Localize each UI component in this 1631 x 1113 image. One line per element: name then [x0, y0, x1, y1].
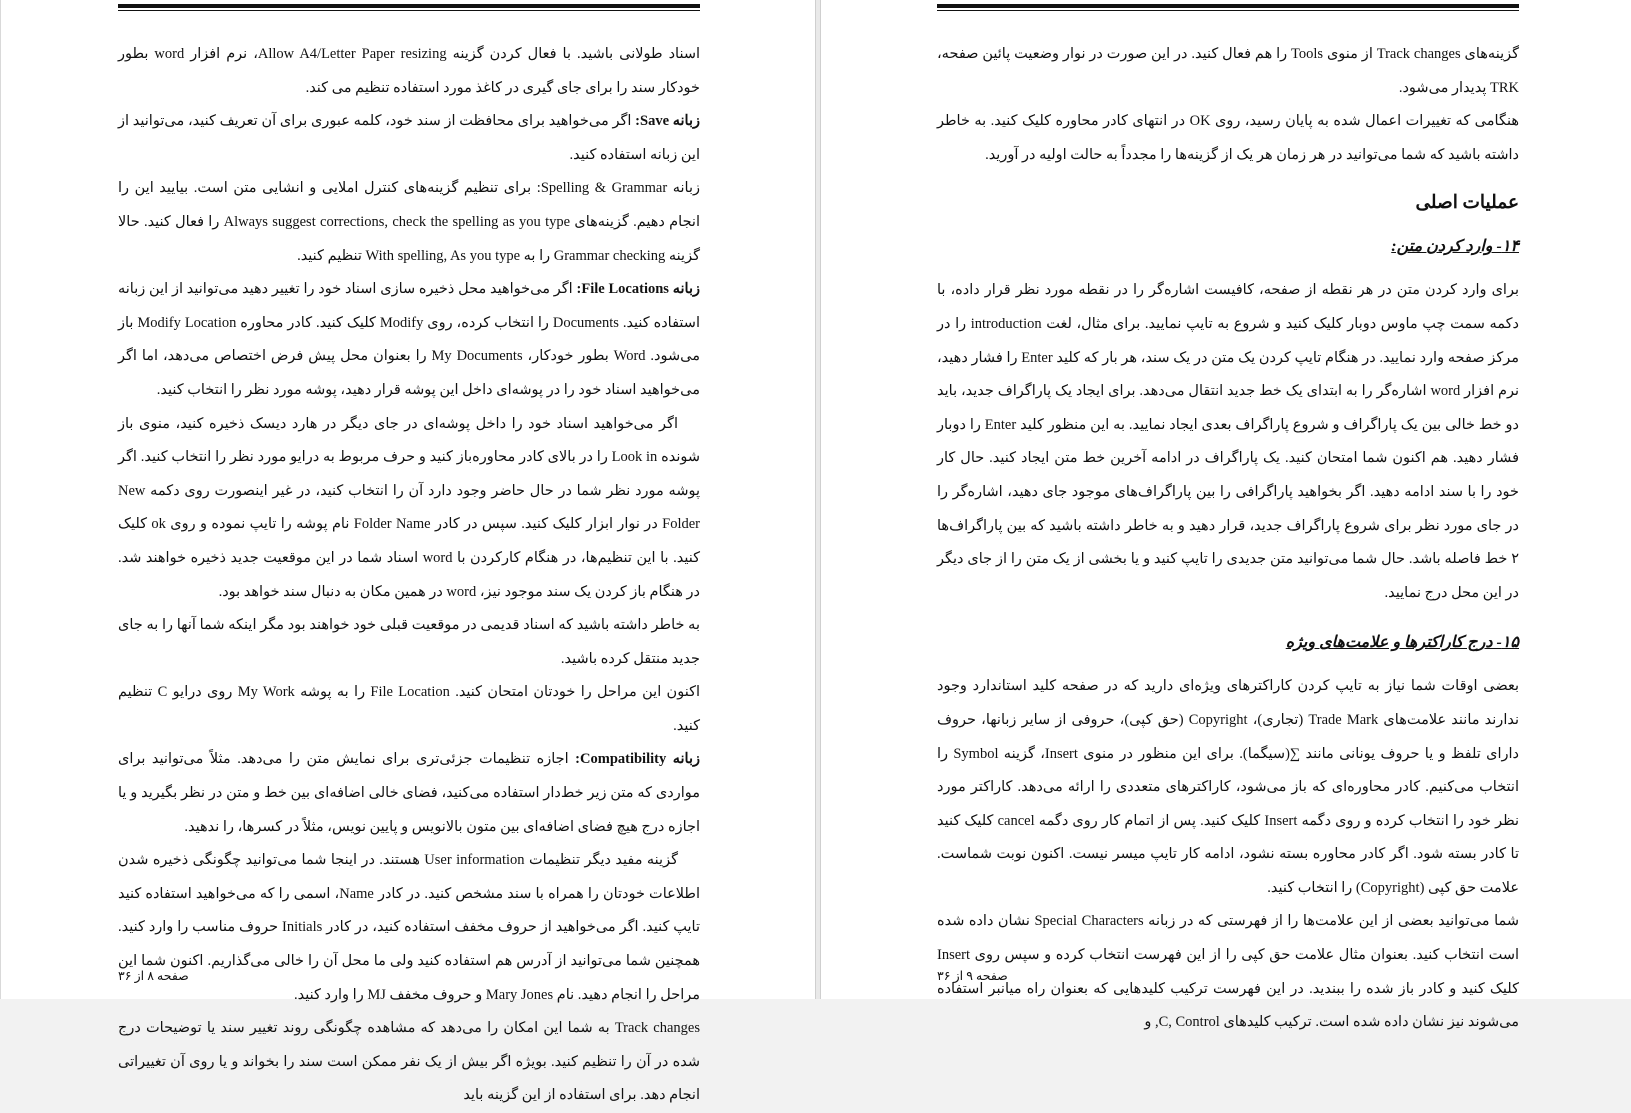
paragraph: زبانه Save: اگر می‌خواهید برای محافظت از سند خود، کلمه عبوری برای آن تعریف کنید، می‌توانید از این زبانه استفاده کنید. [118, 113, 701, 163]
page-8-body [118, 38, 700, 1113]
paragraph: اکنون این مراحل را خودتان امتحان کنید. File Location را به پوشه My Work روی درایو C تنظیم کنید. [118, 684, 701, 734]
page-number: صفحه ۸ از ۳۶ [118, 969, 189, 983]
paragraph: شما می‌توانید بعضی از این علامت‌ها را از فهرستی که در زبانه Special Characters نشان داده شده است انتخاب کنید. بعنوان مثال علامت حق کپی را از این فهرست انتخاب کرده و سپس روی Insert کلیک کنید و کادر باز شده را ببندید. در این فهرست ترکیب کلیدهایی که بعنوان راه میانبر استفاده می‌شوند نیز نشان داده شده است. ترکیب کلیدهای C, Control, و [937, 913, 1520, 1031]
tab-label-save: زبانه Save: [635, 113, 701, 130]
page-8 [0, 0, 815, 1104]
paragraph: اگر می‌خواهید اسناد خود را داخل پوشه‌ای در جای دیگر در هارد دیسک ذخیره کنید، منوی باز شونده Look in را در بالای کادر محاوره‌باز کنید و حرف مربوط به درایو مورد نظر را انتخاب کنید. اگر پوشه مورد نظر شما در حال حاضر وجود دارد آن را انتخاب کنید، در غیر اینصورت روی دکمه New Folder در نوار ابزار کلیک کنید. سپس در کادر Folder Name نام پوشه را تایپ نموده و روی ok کلیک کنید. با این تنظیم‌ها، در هنگام کارکردن با word اسناد شما در این موقعیت جدید ذخیره خواهند شد. در هنگام باز کردن یک سند موجود نیز، word در همین مکان به دنبال سند خواهد بود. [118, 415, 700, 600]
paragraph: برای وارد کردن متن در هر نقطه از صفحه، کافیست اشاره‌گر را در نقطه مورد نظر قرار داده، با دکمه سمت چپ ماوس دوبار کلیک کنید و شروع به تایپ نمایید. برای مثال، لغت introduction را در مرکز صفحه وارد نمایید. در هنگام تایپ کردن یک متن در یک سند، هر بار که کلید Enter را فشار دهید، نرم افزار word اشاره‌گر را به ابتدای یک خط جدید انتقال می‌دهد. برای ایجاد یک پاراگراف جدید، باید دو خط خالی بین یک پاراگراف و شروع پاراگراف بعدی ایجاد نمایید. به این منظور کلید Enter را دوبار فشار دهید. هم اکنون شما امتحان کنید. یک پاراگراف در ادامه آخرین خط متن ایجاد کنید. حال کار خود را با سند ادامه دهید. اگر بخواهید پاراگرافی را بین پاراگراف‌های موجود جای دهید، اشاره‌گر را در جای مورد نظر برای شروع پاراگراف جدید، قرار دهید و به خاطر داشته باشید که بین پاراگراف‌ها ۲ خط فاصله باشد. حال شما می‌توانید متن جدیدی را تایپ کنید و یا بخشی از یک متن را از جای دیگر در این محل درج نمایید. [937, 282, 1520, 601]
paragraph: زبانه File Locations: اگر می‌خواهید محل ذخیره سازی اسناد خود را تغییر دهید می‌توانید از این زبانه استفاده کنید. Documents را انتخاب کرده، روی Modify کلیک کنید. کادر محاوره Modify Location باز می‌شود. Word بطور خودکار، My Documents را بعنوان محل پیش فرض اختصاص می‌دهد، اما اگر می‌خواهید اسناد خود را در پوشه‌ای داخل این پوشه قرار دهید، پوشه مورد نظر را انتخاب کنید. [118, 281, 701, 398]
paragraph: گزینه مفید دیگر تنظیمات User information هستند. در اینجا شما می‌توانید چگونگی ذخیره شدن اطلاعات خودتان را همراه با سند مشخص کنید. در کادر Name، اسمی را که می‌خواهید استفاده کنید تایپ کنید. اگر می‌خواهید از حروف مخفف استفاده کنید، در کادر Initials حروف مناسب را وارد کنید. همچنین شما می‌توانید از آدرس هم استفاده کنید ولی ما محل آن را خالی می‌گذاریم. اکنون شما این مراحل را انجام دهید. نام Mary Jones و حروف مخفف MJ را وارد کنید. [118, 852, 701, 1003]
tab-label-spelling: زبانه Spelling & Grammar: [536, 180, 701, 197]
paragraph: زبانه Compatibility: اجازه تنظیمات جزئی‌تری برای نمایش متن را می‌دهد. مثلاً می‌توانید برای مواردی که متن زیر خط‌دار استفاده می‌کنید، فضای خالی اضافه‌ای بین خط و متن در نظر بگیرید و یا اجازه درج هیچ فضای اضافه‌ای بین متون بالانویس و پایین نویس، مثلاً در کسرها، را ندهید. [118, 751, 701, 835]
page-number: صفحه ۹ از ۳۶ [937, 969, 1008, 983]
paragraph: اسناد طولانی باشید. با فعال کردن گزینه Allow A4/Letter Paper resizing، نرم افزار word بطور خودکار سند را برای جای گیری در کاغذ مورد استفاده تنظیم می کند. [118, 46, 701, 96]
section-heading: عملیات اصلی [1415, 193, 1519, 214]
paragraph: زبانه Spelling & Grammar: برای تنظیم گزینه‌های کنترل املایی و انشایی متن است. بیایید این را انجام دهیم. گزینه‌های Always suggest corrections, check the spelling as you type را فعال کنید. حالا گزینه Grammar checking را به With spelling, As you type تنظیم کنید. [118, 180, 701, 264]
header-rule [937, 4, 1519, 11]
header-rule [118, 4, 700, 11]
paragraph: گزینه‌های Track changes از منوی Tools را هم فعال کنید. در این صورت در نوار وضعیت پائین صفحه، TRK پدیدار می‌شود. [937, 46, 1520, 96]
subsection-heading: ۱۵- درج کاراکترها و علامت‌های ویژه [1285, 634, 1519, 652]
tab-label-compatibility: زبانه Compatibility: [575, 751, 701, 768]
page-9-body [937, 38, 1519, 1040]
subsection-heading: ۱۴- وارد کردن متن: [1391, 238, 1519, 256]
paragraph: Track changes به شما این امکان را می‌دهد که مشاهده چگونگی روند تغییر سند یا توضیحات درج شده در آن را تنظیم کنید. بویژه اگر بیش از یک نفر ممکن است سند را بخواند و یا روی آن تغییراتی انجام دهد. برای استفاده از این گزینه باید [118, 1020, 700, 1104]
page-9 [821, 0, 1631, 1031]
paragraph: هنگامی که تغییرات اعمال شده به پایان رسید، روی OK در انتهای کادر محاوره کلیک کنید. به خاطر داشته باشید که شما می‌توانید در هر زمان هر یک از گزینه‌ها را مجدداً به حالت اولیه در آورید. [937, 113, 1519, 163]
paragraph: بعضی اوقات شما نیاز به تایپ کردن کاراکترهای ویژه‌ای دارید که در صفحه کلید استاندارد وجود ندارند مانند علامت‌های Trade Mark (تجاری)، Copyright (حق کپی)، حروفی از سایر زبانها، حروف دارای تلفظ و یا حروف یونانی مانند ∑(سیگما). برای این منظور در منوی Insert، گزینه Symbol را انتخاب می‌کنیم. کادر محاوره‌ای که باز می‌شود، کاراکترهای متعددی را ارائه می‌دهد. کاراکتر مورد نظر خود را انتخاب کرده و روی دگمه Insert کلیک کنید. پس از اتمام کار روی دگمه cancel کلیک کنید تا کادر بسته شود. اگر کادر محاوره بسته نشود، ادامه کار تایپ میسر نیست. اکنون نوبت شماست. علامت حق کپی (Copyright) را انتخاب کنید. [937, 678, 1519, 896]
tab-label-file-locations: زبانه File Locations: [576, 281, 700, 298]
paragraph: به خاطر داشته باشید که اسناد قدیمی در موقعیت قبلی خود خواهند بود مگر اینکه شما آنها را به جای جدید منتقل کرده باشید. [118, 617, 700, 667]
